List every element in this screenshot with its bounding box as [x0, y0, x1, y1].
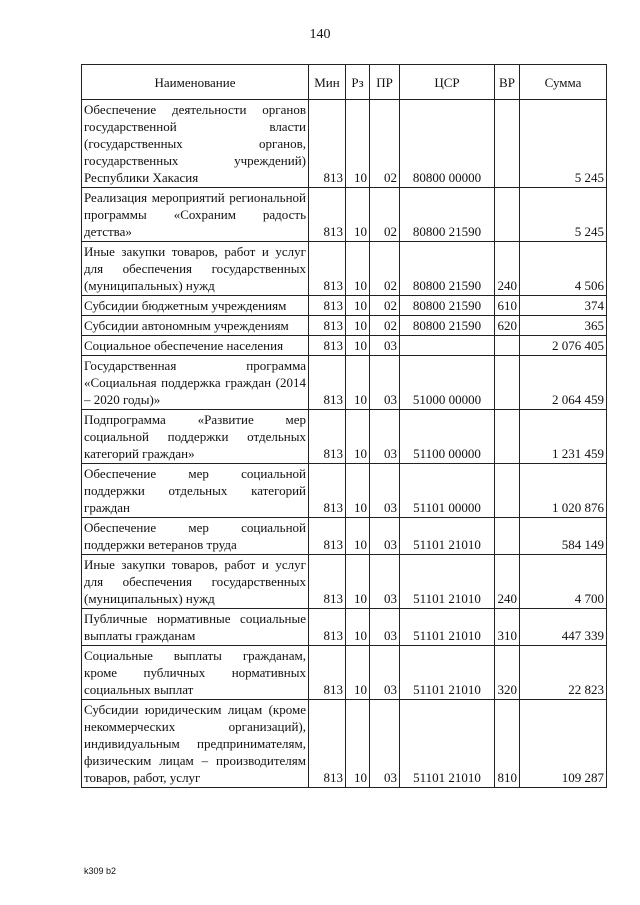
cell-name: Подпрограмма «Развитие мер социальной поддержки отдельных категорий граждан»	[82, 410, 309, 464]
cell-name: Субсидии юридическим лицам (кроме некоммерческих организаций), индивидуальным предпринимателям, физическим лицам – производителям товаров, работ, услуг	[82, 700, 309, 788]
cell-rz: 10	[346, 356, 370, 410]
cell-rz: 10	[346, 518, 370, 555]
table-row	[82, 609, 607, 646]
cell-name: Субсидии бюджетным учреждениям	[82, 296, 309, 316]
cell-vr	[495, 518, 520, 555]
cell-name: Государственная программа «Социальная поддержка граждан (2014 – 2020 годы)»	[82, 356, 309, 410]
cell-name: Реализация мероприятий региональной программы «Сохраним радость детства»	[82, 188, 309, 242]
header-name: Наименование	[82, 65, 309, 100]
cell-min: 813	[309, 356, 346, 410]
cell-min: 813	[309, 464, 346, 518]
cell-name: Обеспечение мер социальной поддержки ветеранов труда	[82, 518, 309, 555]
cell-csr: 80800 21590	[400, 316, 495, 336]
cell-sum: 447 339	[520, 609, 607, 646]
table-row	[82, 296, 607, 316]
table-row	[82, 242, 607, 296]
table-row	[82, 518, 607, 555]
cell-vr: 320	[495, 646, 520, 700]
cell-pr: 02	[370, 296, 400, 316]
table-header-row	[82, 65, 607, 100]
header-min: Мин	[309, 65, 346, 100]
header-vr: ВР	[495, 65, 520, 100]
cell-vr: 310	[495, 609, 520, 646]
cell-vr	[495, 356, 520, 410]
cell-rz: 10	[346, 700, 370, 788]
header-sum: Сумма	[520, 65, 607, 100]
table-row	[82, 555, 607, 609]
cell-sum: 1 020 876	[520, 464, 607, 518]
cell-pr: 03	[370, 410, 400, 464]
cell-vr	[495, 336, 520, 356]
table-row	[82, 356, 607, 410]
cell-min: 813	[309, 296, 346, 316]
cell-min: 813	[309, 100, 346, 188]
table-row	[82, 410, 607, 464]
cell-rz: 10	[346, 188, 370, 242]
cell-min: 813	[309, 316, 346, 336]
cell-vr	[495, 410, 520, 464]
cell-rz: 10	[346, 100, 370, 188]
cell-name: Обеспечение деятельности органов государственной власти (государственных органов, государственных учреждений) Республики Хакасия	[82, 100, 309, 188]
cell-csr	[400, 336, 495, 356]
cell-pr: 02	[370, 242, 400, 296]
header-pr: ПР	[370, 65, 400, 100]
cell-csr: 80800 21590	[400, 188, 495, 242]
cell-name: Социальные выплаты гражданам, кроме публичных нормативных социальных выплат	[82, 646, 309, 700]
cell-csr: 80800 00000	[400, 100, 495, 188]
cell-csr: 51101 00000	[400, 464, 495, 518]
cell-name: Иные закупки товаров, работ и услуг для обеспечения государственных (муниципальных) нужд	[82, 242, 309, 296]
cell-vr	[495, 100, 520, 188]
cell-vr: 610	[495, 296, 520, 316]
cell-sum: 109 287	[520, 700, 607, 788]
cell-rz: 10	[346, 410, 370, 464]
cell-sum: 4 700	[520, 555, 607, 609]
cell-pr: 03	[370, 518, 400, 555]
page-number: 140	[309, 27, 331, 42]
cell-pr: 02	[370, 316, 400, 336]
cell-csr: 51000 00000	[400, 356, 495, 410]
cell-sum: 1 231 459	[520, 410, 607, 464]
cell-rz: 10	[346, 336, 370, 356]
cell-vr	[495, 464, 520, 518]
cell-csr: 51101 21010	[400, 646, 495, 700]
cell-rz: 10	[346, 464, 370, 518]
table-row	[82, 336, 607, 356]
cell-csr: 51101 21010	[400, 609, 495, 646]
cell-pr: 03	[370, 609, 400, 646]
cell-rz: 10	[346, 242, 370, 296]
cell-sum: 365	[520, 316, 607, 336]
table-row	[82, 700, 607, 788]
cell-pr: 03	[370, 464, 400, 518]
cell-min: 813	[309, 646, 346, 700]
cell-rz: 10	[346, 646, 370, 700]
header-csr: ЦСР	[400, 65, 495, 100]
cell-min: 813	[309, 555, 346, 609]
cell-csr: 51101 21010	[400, 555, 495, 609]
budget-table	[81, 64, 607, 788]
cell-rz: 10	[346, 296, 370, 316]
cell-min: 813	[309, 609, 346, 646]
table-row	[82, 464, 607, 518]
cell-min: 813	[309, 700, 346, 788]
cell-min: 813	[309, 242, 346, 296]
table-row	[82, 100, 607, 188]
cell-sum: 5 245	[520, 100, 607, 188]
cell-csr: 80800 21590	[400, 296, 495, 316]
cell-csr: 51101 21010	[400, 700, 495, 788]
cell-pr: 02	[370, 100, 400, 188]
cell-csr: 51100 00000	[400, 410, 495, 464]
cell-pr: 03	[370, 700, 400, 788]
table-row	[82, 646, 607, 700]
cell-vr: 240	[495, 242, 520, 296]
header-rz: Рз	[346, 65, 370, 100]
cell-min: 813	[309, 336, 346, 356]
footer-code: k309 b2	[84, 866, 117, 876]
cell-pr: 03	[370, 336, 400, 356]
cell-name: Иные закупки товаров, работ и услуг для обеспечения государственных (муниципальных) нужд	[82, 555, 309, 609]
cell-rz: 10	[346, 316, 370, 336]
cell-pr: 03	[370, 555, 400, 609]
table-row	[82, 188, 607, 242]
cell-pr: 03	[370, 356, 400, 410]
table-row	[82, 316, 607, 336]
cell-sum: 4 506	[520, 242, 607, 296]
cell-vr: 620	[495, 316, 520, 336]
cell-vr	[495, 188, 520, 242]
cell-sum: 374	[520, 296, 607, 316]
cell-pr: 03	[370, 646, 400, 700]
cell-csr: 80800 21590	[400, 242, 495, 296]
cell-sum: 2 076 405	[520, 336, 607, 356]
cell-name: Субсидии автономным учреждениям	[82, 316, 309, 336]
cell-sum: 2 064 459	[520, 356, 607, 410]
cell-sum: 22 823	[520, 646, 607, 700]
cell-sum: 584 149	[520, 518, 607, 555]
cell-name: Обеспечение мер социальной поддержки отдельных категорий граждан	[82, 464, 309, 518]
cell-rz: 10	[346, 555, 370, 609]
cell-min: 813	[309, 188, 346, 242]
cell-rz: 10	[346, 609, 370, 646]
cell-sum: 5 245	[520, 188, 607, 242]
cell-name: Публичные нормативные социальные выплаты гражданам	[82, 609, 309, 646]
cell-min: 813	[309, 410, 346, 464]
cell-vr: 240	[495, 555, 520, 609]
cell-csr: 51101 21010	[400, 518, 495, 555]
cell-pr: 02	[370, 188, 400, 242]
cell-min: 813	[309, 518, 346, 555]
cell-vr: 810	[495, 700, 520, 788]
cell-name: Социальное обеспечение населения	[82, 336, 309, 356]
